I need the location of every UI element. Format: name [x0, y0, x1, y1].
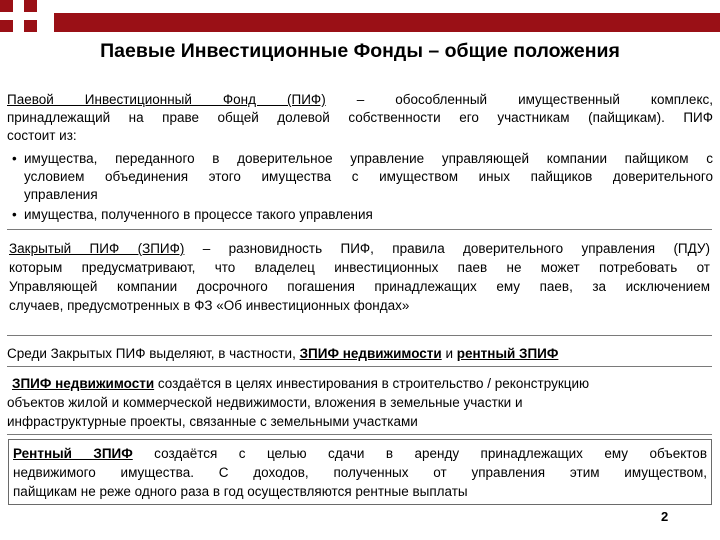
page-number: 2 [661, 509, 669, 524]
closed-fund-line: случаев, предусмотренных в ФЗ «Об инвестиционных фондах» [9, 298, 410, 313]
closed-fund-line: Управляющей компании досрочного погашения принадлежащих ему паев, за исключением [9, 279, 710, 294]
definition-line: принадлежащий на праве общей долевой собственности его участникам (пайщикам). ПИФ [7, 110, 713, 125]
closed-fund-line: которым предусматривают, что владелец инвестиционных паев не может потребовать от [9, 260, 710, 275]
rent-fund-line [13, 445, 707, 463]
bullet-icon: • [12, 207, 17, 222]
header-square-decoration [24, 20, 37, 32]
real-estate-fund-line [12, 375, 712, 393]
divider-line [7, 229, 712, 230]
header-square-decoration [0, 0, 13, 12]
types-intro-connector: и [441, 346, 457, 361]
type-real-estate-label: ЗПИФ недвижимости [299, 346, 442, 361]
bullet-line: имущества, переданного в доверительное управление управляющей компании пайщиком с [24, 151, 713, 166]
header-square-decoration [0, 20, 13, 32]
rent-fund-term: Рентный ЗПИФ [13, 446, 133, 461]
type-rent-label: рентный ЗПИФ [456, 346, 559, 361]
rent-fund-line: пайщикам не реже одного раза в год осуществляются рентные выплаты [13, 484, 468, 499]
divider-line [7, 434, 712, 435]
definition-text: – обособленный имущественный комплекс, [325, 92, 713, 107]
types-intro-text: Среди Закрытых ПИФ выделяют, в частности, [7, 346, 300, 361]
header-bar [54, 13, 720, 32]
rent-fund-line: недвижимого имущества. С доходов, полученных от управления этим имуществом, [13, 465, 707, 480]
real-estate-fund-line: инфраструктурные проекты, связанные с земельными участками [7, 414, 418, 429]
divider-line [7, 366, 712, 367]
closed-fund-text: – разновидность ПИФ, правила доверительного управления (ПДУ) [184, 241, 711, 256]
divider-line [7, 335, 712, 336]
bullet-line: имущества, полученного в процессе такого управления [24, 207, 373, 222]
bullet-icon: • [12, 151, 17, 166]
page-title: Паевые Инвестиционные Фонды – общие положения [100, 40, 620, 62]
real-estate-fund-line: объектов жилой и коммерческой недвижимости, вложения в земельные участки и [7, 395, 523, 410]
real-estate-fund-text: создаётся в целях инвестирования в строительство / реконструкцию [154, 376, 590, 391]
bullet-line: условием объединения этого имущества с имуществом иных пайщиков доверительного [24, 169, 713, 184]
definition-line [7, 91, 713, 109]
definition-line: состоит из: [7, 128, 77, 143]
rent-fund-text: создаётся с целью сдачи в аренду принадлежащих ему объектов [132, 446, 707, 461]
closed-fund-line [9, 240, 710, 258]
header-square-decoration [24, 0, 37, 12]
rent-fund-box [8, 439, 712, 505]
definition-term: Паевой Инвестиционный Фонд (ПИФ) [7, 92, 326, 107]
types-intro [7, 345, 713, 363]
real-estate-fund-term: ЗПИФ недвижимости [12, 376, 155, 391]
bullet-line: управления [24, 187, 98, 202]
closed-fund-term: Закрытый ПИФ (ЗПИФ) [9, 241, 185, 256]
